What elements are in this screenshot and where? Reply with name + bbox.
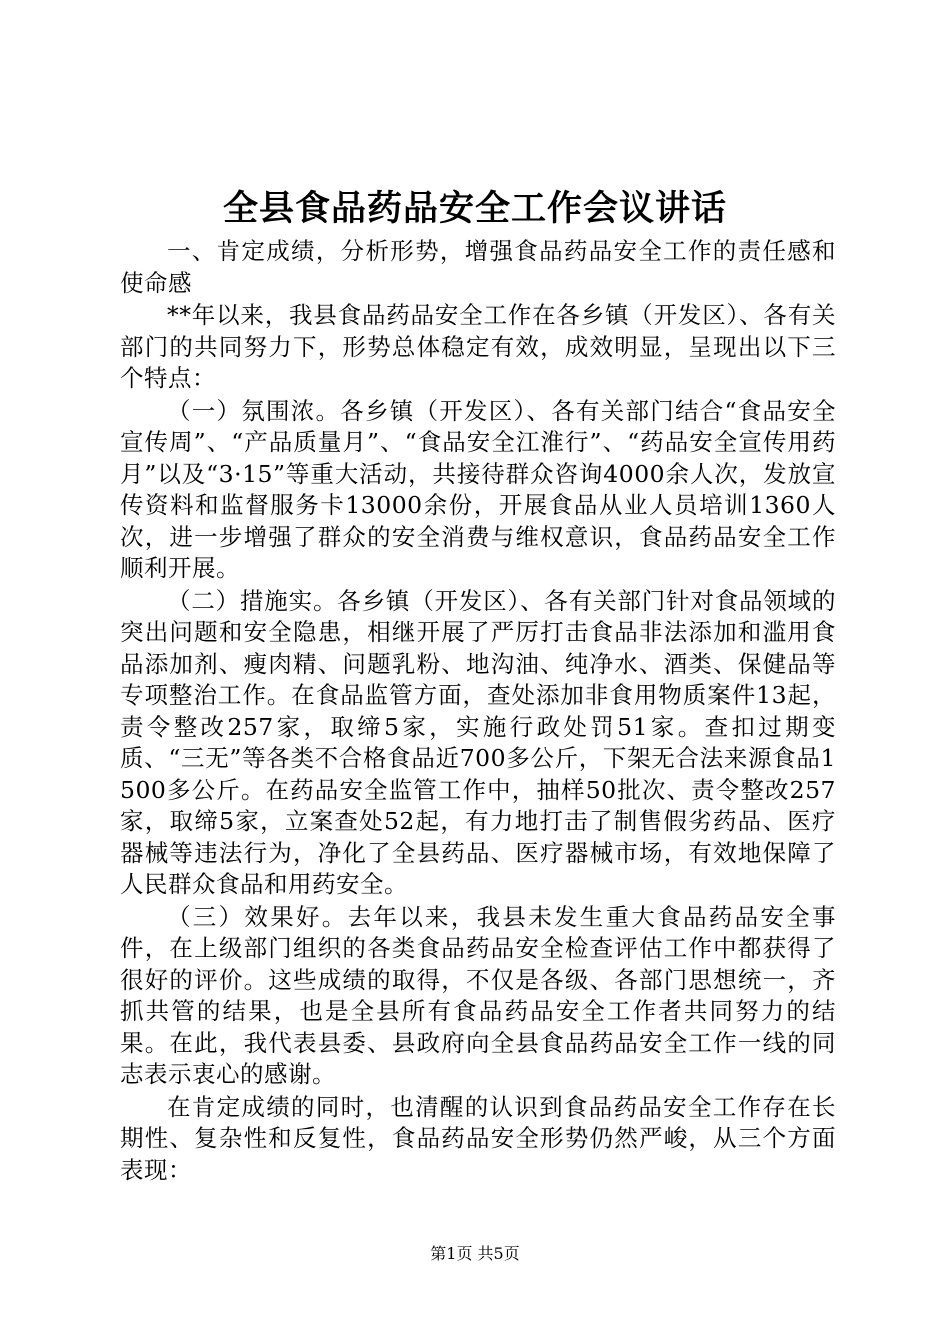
situation-paragraph: 在肯定成绩的同时，也清醒的认识到食品药品安全工作存在长期性、复杂性和反复性，食品药品安全形势仍然严峻，从三个方面表现： (120, 1092, 836, 1184)
point-one-paragraph: （一）氛围浓。各乡镇（开发区）、各有关部门结合“食品安全宣传周”、“产品质量月”、“食品安全江淮行”、“药品安全宣传用药月”以及“3·15”等重大活动，共接待群众咨询4000余人次，发放宣传资料和监督服务卡13000余份，开展食品从业人员培训1360人次，进一步增强了群众的安全消费与维权意识，食品药品安全工作顺利开展。 (120, 396, 836, 582)
section-heading-paragraph: 一、肯定成绩，分析形势，增强食品药品安全工作的责任感和使命感 (120, 237, 836, 297)
document-body (120, 236, 836, 1187)
page-number-footer: 第1页 共5页 (430, 1244, 520, 1263)
document-title: 全县食品药品安全工作会议讲话 (222, 188, 727, 229)
point-two-paragraph: （二）措施实。各乡镇（开发区）、各有关部门针对食品领域的突出问题和安全隐患，相继开展了严厉打击食品非法添加和滥用食品添加剂、瘦肉精、问题乳粉、地沟油、纯净水、酒类、保健品等专项整治工作。在食品监管方面，查处添加非食用物质案件13起，责令整改257家，取缔5家，实施行政处罚51家。查扣过期变质、“三无”等各类不合格食品近700多公斤，下架无合法来源食品1500多公斤。在药品安全监管工作中，抽样50批次、责令整改257家，取缔5家，立案查处52起，有力地打击了制售假劣药品、医疗器械等违法行为，净化了全县药品、医疗器械市场，有效地保障了人民群众食品和用药安全。 (120, 586, 836, 898)
point-three-paragraph: （三）效果好。去年以来，我县未发生重大食品药品安全事件，在上级部门组织的各类食品药品安全检查评估工作中都获得了很好的评价。这些成绩的取得，不仅是各级、各部门思想统一，齐抓共管的结果，也是全县所有食品药品安全工作者共同努力的结果。在此，我代表县委、县政府向全县食品药品安全工作一线的同志表示衷心的感谢。 (120, 902, 836, 1088)
intro-paragraph: **年以来，我县食品药品安全工作在各乡镇（开发区）、各有关部门的共同努力下，形势总体稳定有效，成效明显，呈现出以下三个特点： (120, 301, 836, 392)
